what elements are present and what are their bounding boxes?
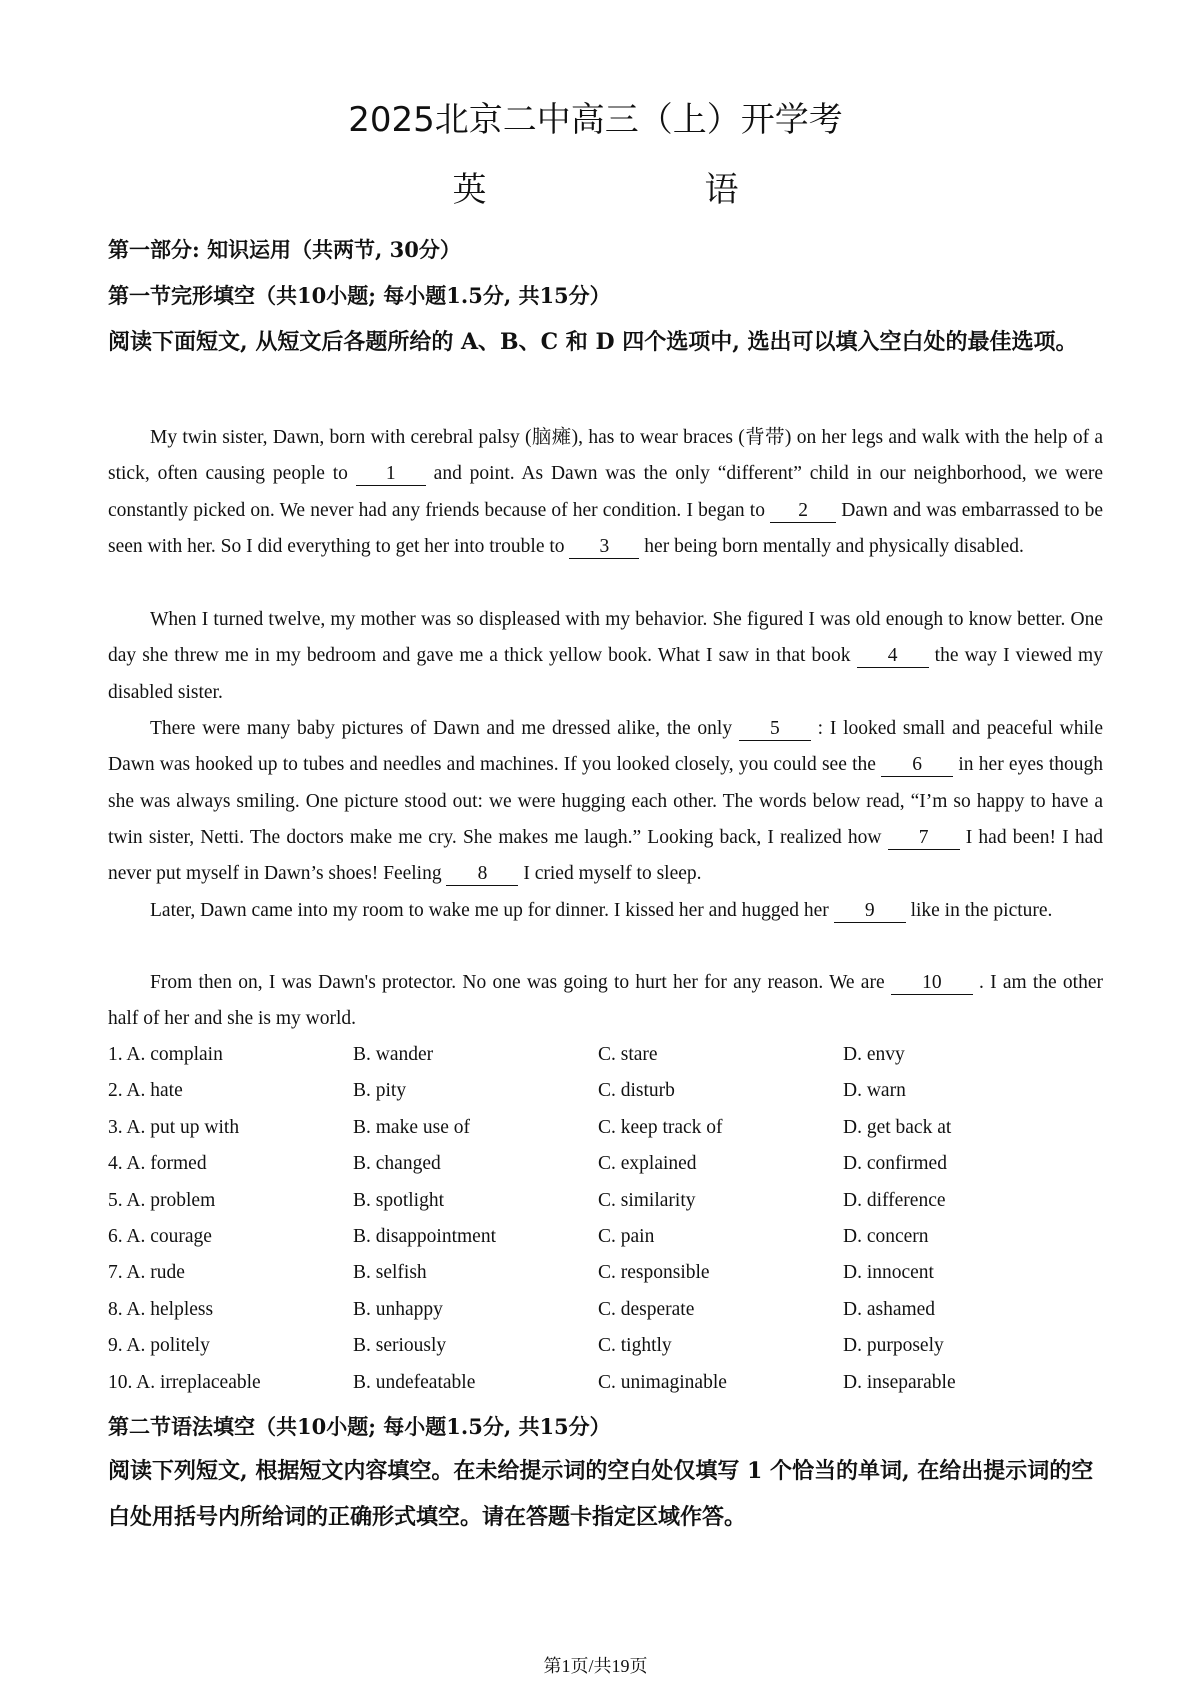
text-segment: There were many baby pictures of Dawn and me dressed alike, the only (150, 718, 739, 739)
passage-paragraph-1 (108, 420, 1103, 565)
option-d: D. difference (843, 1189, 946, 1211)
text-segment: Later, Dawn came into my room to wake me up for dinner. I kissed her and hugged her (150, 900, 834, 921)
text-segment: . I am the other half of her and she is my world. (108, 972, 1103, 1030)
passage-paragraph-5 (108, 965, 1103, 1038)
option-b: B. pity (353, 1080, 407, 1102)
options-list (108, 1037, 1098, 1401)
option-c: C. stare (598, 1044, 658, 1065)
section2-instruction: 阅读下列短文, 根据短文内容填空。在未给提示词的空白处仅填写 1 个恰当的单词, 在给出提示词的空白处用括号内所给词的正确形式填空。请在答题卡指定区域作答。 (108, 1458, 1094, 1530)
options-row-4 (108, 1146, 1098, 1182)
option-a: 9. A. politely (108, 1335, 210, 1357)
option-b: B. disappointment (353, 1225, 496, 1247)
text-segment: From then on, I was Dawn's protector. No one was going to hurt her for any reason. We are (150, 972, 891, 993)
blank-10: 10 (891, 972, 973, 995)
text-segment: : I looked small and peaceful while Dawn was hooked up to tubes and needles and machines. If you looked closely, you could see the (108, 718, 1103, 776)
exam-title: 2025北京二中高三（上）开学考 (348, 100, 843, 140)
part1-heading: 第一部分: 知识运用（共两节, 30分） (108, 237, 461, 262)
options-row-1 (108, 1037, 1098, 1073)
option-d: D. inseparable (843, 1371, 956, 1393)
options-row-7 (108, 1255, 1098, 1291)
option-a: 6. A. courage (108, 1225, 212, 1247)
blank-8: 8 (446, 863, 518, 886)
blank-1: 1 (356, 463, 426, 486)
options-row-9 (108, 1328, 1098, 1364)
text-segment: in her eyes though she was always smiling. One picture stood out: we were hugging each other. The words below read, “I’m so happy to have a twin sister, Netti. The doctors make me cry. She makes me laugh.” Looking back, I realized how (108, 754, 1103, 848)
section2-heading: 第二节语法填空（共10小题; 每小题1.5分, 共15分） (108, 1414, 611, 1439)
blank-9: 9 (834, 900, 906, 923)
blank-4: 4 (857, 645, 929, 668)
option-d: D. ashamed (843, 1298, 936, 1320)
option-c: C. unimaginable (598, 1371, 727, 1393)
text-segment: Dawn and was embarrassed to be seen with her. So I did everything to get her into trouble to (108, 499, 1103, 557)
text-segment: When I turned twelve, my mother was so displeased with my behavior. She figured I was old enough to know better. One day she threw me in my bedroom and gave me a thick yellow book. What I saw in that book (108, 609, 1103, 667)
subject-title: 英 语 (452, 170, 789, 210)
option-b: B. changed (353, 1153, 441, 1175)
passage-paragraph-2 (108, 602, 1103, 711)
blank-2: 2 (770, 500, 836, 523)
text-segment: her being born mentally and physically disabled. (639, 535, 1024, 557)
blank-7: 7 (888, 827, 960, 850)
option-c: C. explained (598, 1153, 697, 1175)
option-c: C. desperate (598, 1298, 695, 1320)
options-row-8 (108, 1292, 1098, 1328)
option-c: C. responsible (598, 1262, 710, 1284)
option-a: 3. A. put up with (108, 1116, 240, 1138)
option-d: D. get back at (843, 1116, 952, 1138)
option-d: D. purposely (843, 1335, 944, 1357)
blank-5: 5 (739, 718, 811, 741)
option-c: C. disturb (598, 1080, 675, 1102)
option-b: B. spotlight (353, 1189, 445, 1211)
options-row-2 (108, 1073, 1098, 1109)
text-segment: like in the picture. (905, 900, 1053, 921)
option-a: 7. A. rude (108, 1262, 185, 1284)
options-row-5 (108, 1183, 1098, 1219)
option-a: 2. A. hate (108, 1080, 183, 1102)
blank-6: 6 (881, 754, 953, 777)
option-d: D. innocent (843, 1262, 934, 1284)
passage-paragraph-3 (108, 711, 1103, 892)
text-segment: I cried myself to sleep. (518, 863, 702, 885)
section1-heading: 第一节完形填空（共10小题; 每小题1.5分, 共15分） (108, 283, 611, 308)
page-number: 第1页/共19页 (543, 1656, 648, 1676)
option-b: B. unhappy (353, 1298, 443, 1320)
blank-3: 3 (569, 536, 639, 559)
option-b: B. selfish (353, 1262, 427, 1284)
option-a: 10. A. irreplaceable (108, 1371, 261, 1393)
option-c: C. keep track of (598, 1116, 723, 1138)
option-b: B. seriously (353, 1335, 447, 1357)
option-c: C. tightly (598, 1335, 672, 1357)
option-b: B. undefeatable (353, 1371, 476, 1393)
options-row-10 (108, 1365, 1098, 1401)
option-a: 1. A. complain (108, 1044, 223, 1065)
option-d: D. concern (843, 1225, 929, 1247)
option-a: 8. A. helpless (108, 1298, 214, 1320)
section1-instruction: 阅读下面短文, 从短文后各题所给的 A、B、C 和 D 四个选项中, 选出可以填入空白处的最佳选项。 (108, 329, 1078, 355)
text-segment: I had been! I had never put myself in Dawn’s shoes! Feeling (108, 826, 1103, 885)
options-row-3 (108, 1110, 1098, 1146)
option-c: C. similarity (598, 1189, 696, 1211)
option-b: B. wander (353, 1044, 434, 1065)
text-segment: My twin sister, Dawn, born with cerebral palsy (脑瘫), has to wear braces (背带) on her legs and walk with the help of a stick, often causing people to (108, 427, 1103, 485)
option-a: 4. A. formed (108, 1153, 207, 1175)
option-d: D. warn (843, 1080, 906, 1102)
option-d: D. confirmed (843, 1153, 947, 1175)
options-row-6 (108, 1219, 1098, 1255)
option-c: C. pain (598, 1225, 655, 1247)
text-segment: and point. As Dawn was the only “different” child in our neighborhood, we were constantly picked on. We never had any friends because of her condition. I began to (108, 463, 1103, 521)
text-segment: the way I viewed my disabled sister. (108, 645, 1103, 703)
option-b: B. make use of (353, 1116, 470, 1138)
passage-paragraph-4 (108, 893, 1103, 929)
option-a: 5. A. problem (108, 1189, 216, 1211)
option-d: D. envy (843, 1044, 905, 1065)
